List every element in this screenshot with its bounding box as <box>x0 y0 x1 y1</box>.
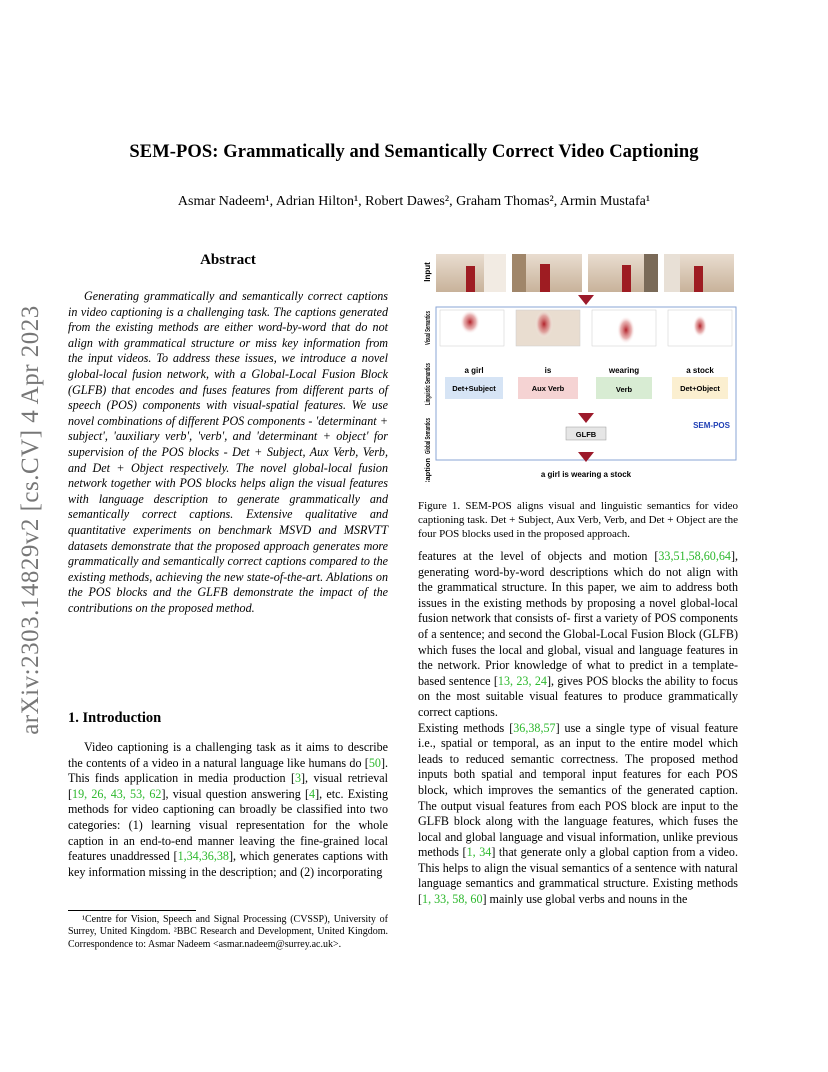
right-paragraph-2: Existing methods [36,38,57] use a single type of visual feature i.e., spatial or temporal, as an input to the entire model which leads to reduced semantic correctness. The proposed method inputs both spatial and temporal input features for each POS block, which improves the semantics of the generated caption. The output visual features from each POS block are input to the GLFB block along with the language features, which fuses the local and global language and visual information, unlike previous methods [1, 34] that generate only a global caption from a video. This helps to align the visual semantics of a sentence with natural language semantics and grammatical structure. Existing methods [1, 33, 58, 60] mainly use global verbs and nouns in the <box>418 720 738 907</box>
citation-link[interactable]: 19, 26, 43, 53, 62 <box>72 786 162 801</box>
abstract-body <box>68 289 388 616</box>
intro-heading: 1. Introduction <box>68 710 162 726</box>
glfb-block <box>566 427 606 440</box>
row-label-visual: Visual Semantics <box>423 283 432 345</box>
citation-link[interactable]: 1, 33, 58, 60 <box>422 892 483 907</box>
row-label-linguistic: Linguistic Semantics <box>423 329 432 405</box>
row-label-input: Input <box>423 262 432 282</box>
arrow-down-icon <box>578 413 594 423</box>
figure-1-diagram <box>418 250 740 482</box>
word-2: is <box>544 366 552 375</box>
figure-caption: Figure 1. SEM-POS aligns visual and linguistic semantics for video captioning task. Det + Subject, Aux Verb, Verb, and Det + Object are the four POS blocks used in the proposed approach. <box>418 500 738 540</box>
svg-text:Det+Subject: Det+Subject <box>452 384 496 393</box>
row-label-global: Global Semantics <box>423 391 432 454</box>
visual-semantics-frames <box>440 310 732 346</box>
sem-pos-label: SEM-POS <box>693 421 730 430</box>
word-4: a stock <box>686 366 714 375</box>
arxiv-stamp: arXiv:2303.14829v2 [cs.CV] 4 Apr 2023 <box>17 305 44 735</box>
svg-text:Det+Object: Det+Object <box>680 384 720 393</box>
svg-text:Verb: Verb <box>615 385 633 394</box>
paper-title: SEM-POS: Grammatically and Semantically Correct Video Captioning <box>129 142 699 162</box>
word-3: wearing <box>608 366 640 375</box>
citation-link[interactable]: 33,51,58,60,64 <box>658 549 731 563</box>
citation-link[interactable]: 4 <box>309 786 316 801</box>
svg-text:GLFB: GLFB <box>575 430 597 439</box>
pos-block-aux-verb <box>518 377 578 399</box>
caption-output: a girl is wearing a stock <box>540 470 632 479</box>
pos-block-det-object <box>672 377 728 399</box>
word-1: a girl <box>464 366 484 375</box>
citation-link[interactable]: 13, 23, 24 <box>497 673 547 688</box>
citation-link[interactable]: 1, 34 <box>466 845 492 860</box>
authors: Asmar Nadeem¹, Adrian Hilton¹, Robert Dawes², Graham Thomas², Armin Mustafa¹ <box>177 194 651 209</box>
footnote: ¹Centre for Vision, Speech and Signal Processing (CVSSP), University of Surrey, United Kingdom. ²BBC Research and Development, United Kingdom. Correspondence to: Asmar Nadeem <asmar.nadeem@surrey.ac.uk>. <box>68 914 388 950</box>
arrow-down-icon <box>578 295 594 305</box>
intro-paragraph: Video captioning is a challenging task as it aims to describe the contents of a video in a natural language like humans do [50]. This finds application in media production [3], visual retrieval [19, 26, 43, 53, 62], visual question answering [4], etc. Existing methods for video captioning can broadly be classified into two categories: (1) learning visual representation for the whole caption in an end-to-end manner leaving the fine-grained local features unaddressed [1,34,36,38], which generates captions with key information missing in the description; and (2) incorporating <box>68 740 389 879</box>
row-label-caption: Caption <box>423 458 432 482</box>
right-paragraph-1: features at the level of objects and motion [33,51,58,60,64], generating word-by-word descriptions which do not align with the grammatical structure. In this paper, we aim to address both issues in the existing methods by proposing a novel global-local fusion network that consists of- first a variety of POS components of a sentence; and second the Global-Local Fusion Block (GLFB) which fuses the local and global, visual and language features in the network. Prior knowledge of what to predict in a template-based sentence [13, 23, 24], gives POS blocks the ability to focus on the most suitable visual features to produce grammatically correct captions. <box>418 549 738 719</box>
citation-link[interactable]: 50 <box>368 755 381 770</box>
intro-body <box>68 740 388 880</box>
citation-link[interactable]: 36,38,57 <box>513 720 556 735</box>
citation-link[interactable]: 3 <box>294 771 302 786</box>
footnote-rule <box>68 910 196 911</box>
right-column-body <box>418 549 738 908</box>
input-frames <box>436 254 734 292</box>
abstract-heading: Abstract <box>200 252 256 268</box>
abstract-paragraph: Generating grammatically and semantically correct captions in video captioning is a challenging task. The captions generated from the existing methods are either word-by-word that do not align with grammatical structure or miss key information from the input videos. To address these issues, we introduce a novel global-local fusion network, with a Global-Local Fusion Block (GLFB) that encodes and fuses features from different parts of speech (POS) components with visual-spatial features. We use novel combinations of different POS components - 'determinant + subject', 'auxiliary verb', 'verb', and 'determinant + object' for supervision of the POS blocks - Det + Subject, Aux Verb, Verb, and Det + Object respectively. The novel global-local fusion network together with POS blocks helps align the visual features with language description to generate grammatically and semantically correct captions. Extensive qualitative and quantitative experiments on benchmark MSVD and MSRVTT datasets demonstrate that the proposed approach generates more grammatically and semantically correct captions compared to the existing methods, achieving the new state-of-the-art. Ablations on the POS blocks and the GLFB demonstrate the impact of the contributions on the proposed method. <box>68 289 388 615</box>
svg-text:Aux Verb: Aux Verb <box>531 384 565 393</box>
pos-block-verb <box>596 377 652 399</box>
pos-block-det-subject <box>445 377 503 399</box>
citation-link[interactable]: 1,34,36,38 <box>177 849 229 864</box>
figure-1 <box>418 250 740 482</box>
